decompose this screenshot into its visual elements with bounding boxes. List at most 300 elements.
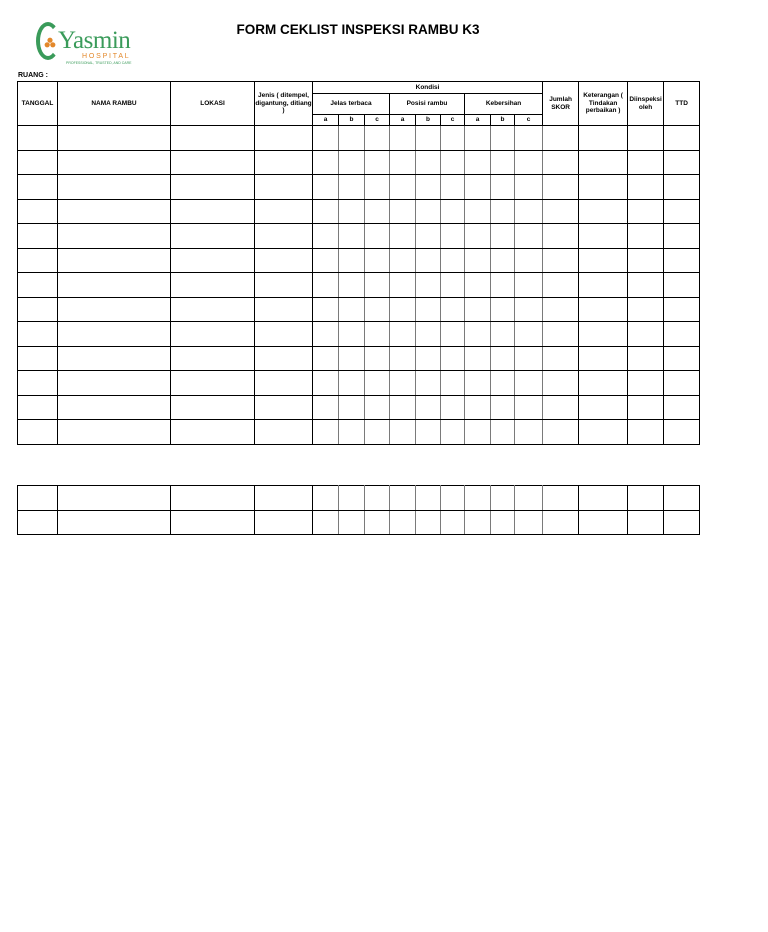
cell-keterangan[interactable] — [579, 175, 628, 200]
header-ttd: TTD — [664, 82, 700, 126]
cell-jelas-c[interactable] — [365, 346, 390, 371]
cell-jelas-a[interactable] — [313, 150, 339, 175]
cell-posisi-a[interactable] — [390, 248, 416, 273]
header-jumlah-skor: Jumlah SKOR — [543, 82, 579, 126]
cell-kebersihan-b[interactable] — [491, 150, 515, 175]
cell-nama-rambu[interactable] — [58, 248, 171, 273]
cell-diinspeksi-oleh[interactable] — [628, 297, 664, 322]
cell-kebersihan-a[interactable] — [465, 486, 491, 511]
cell-jumlah-skor[interactable] — [543, 126, 579, 151]
cell-jenis[interactable] — [255, 273, 313, 298]
cell-posisi-b[interactable] — [416, 224, 441, 249]
cell-kebersihan-c[interactable] — [515, 224, 543, 249]
table-row — [18, 273, 700, 298]
cell-kebersihan-a[interactable] — [465, 322, 491, 347]
cell-diinspeksi-oleh[interactable] — [628, 199, 664, 224]
cell-lokasi[interactable] — [171, 175, 255, 200]
cell-ttd[interactable] — [664, 395, 700, 420]
cell-kebersihan-b[interactable] — [491, 297, 515, 322]
cell-jelas-b[interactable] — [339, 486, 365, 511]
cell-jelas-b[interactable] — [339, 248, 365, 273]
cell-nama-rambu[interactable] — [58, 273, 171, 298]
cell-keterangan[interactable] — [579, 486, 628, 511]
cell-diinspeksi-oleh[interactable] — [628, 510, 664, 535]
cell-jenis[interactable] — [255, 510, 313, 535]
cell-jelas-c[interactable] — [365, 510, 390, 535]
cell-tanggal[interactable] — [18, 248, 58, 273]
header-keterangan: Keterangan ( Tindakan perbaikan ) — [579, 82, 628, 126]
cell-jumlah-skor[interactable] — [543, 273, 579, 298]
cell-tanggal[interactable] — [18, 395, 58, 420]
cell-posisi-c[interactable] — [441, 150, 465, 175]
cell-posisi-a[interactable] — [390, 175, 416, 200]
cell-posisi-a[interactable] — [390, 510, 416, 535]
cell-ttd[interactable] — [664, 420, 700, 445]
cell-kebersihan-a[interactable] — [465, 510, 491, 535]
cell-posisi-a[interactable] — [390, 150, 416, 175]
cell-posisi-c[interactable] — [441, 248, 465, 273]
logo-flower-icon — [44, 37, 56, 49]
cell-lokasi[interactable] — [171, 224, 255, 249]
cell-nama-rambu[interactable] — [58, 175, 171, 200]
cell-tanggal[interactable] — [18, 273, 58, 298]
cell-lokasi[interactable] — [171, 126, 255, 151]
cell-lokasi[interactable] — [171, 297, 255, 322]
cell-kebersihan-c[interactable] — [515, 199, 543, 224]
cell-jelas-b[interactable] — [339, 395, 365, 420]
cell-jelas-b[interactable] — [339, 224, 365, 249]
table-row — [18, 150, 700, 175]
table-row — [18, 346, 700, 371]
cell-posisi-b[interactable] — [416, 371, 441, 396]
cell-jelas-b[interactable] — [339, 510, 365, 535]
cell-nama-rambu[interactable] — [58, 150, 171, 175]
cell-nama-rambu[interactable] — [58, 297, 171, 322]
table-row — [18, 510, 700, 535]
cell-kebersihan-b[interactable] — [491, 126, 515, 151]
cell-ttd[interactable] — [664, 224, 700, 249]
form-title: FORM CEKLIST INSPEKSI RAMBU K3 — [236, 22, 480, 37]
subheader-c: c — [515, 115, 543, 126]
header-nama-rambu: NAMA RAMBU — [58, 82, 171, 126]
cell-posisi-b[interactable] — [416, 126, 441, 151]
cell-tanggal[interactable] — [18, 126, 58, 151]
cell-tanggal[interactable] — [18, 371, 58, 396]
cell-kebersihan-a[interactable] — [465, 150, 491, 175]
cell-posisi-a[interactable] — [390, 199, 416, 224]
cell-jelas-b[interactable] — [339, 175, 365, 200]
inspection-table-extra-body — [18, 486, 700, 535]
header-kondisi: Kondisi — [313, 82, 543, 94]
cell-jelas-b[interactable] — [339, 346, 365, 371]
cell-jumlah-skor[interactable] — [543, 346, 579, 371]
cell-jelas-c[interactable] — [365, 395, 390, 420]
cell-jelas-a[interactable] — [313, 322, 339, 347]
cell-kebersihan-a[interactable] — [465, 371, 491, 396]
cell-ttd[interactable] — [664, 126, 700, 151]
cell-keterangan[interactable] — [579, 199, 628, 224]
cell-keterangan[interactable] — [579, 297, 628, 322]
cell-kebersihan-b[interactable] — [491, 224, 515, 249]
cell-posisi-b[interactable] — [416, 395, 441, 420]
cell-kebersihan-c[interactable] — [515, 420, 543, 445]
cell-lokasi[interactable] — [171, 322, 255, 347]
cell-kebersihan-b[interactable] — [491, 510, 515, 535]
cell-nama-rambu[interactable] — [58, 322, 171, 347]
cell-diinspeksi-oleh[interactable] — [628, 486, 664, 511]
cell-lokasi[interactable] — [171, 395, 255, 420]
cell-posisi-b[interactable] — [416, 273, 441, 298]
cell-posisi-c[interactable] — [441, 175, 465, 200]
header-jelas-terbaca: Jelas terbaca — [313, 94, 390, 115]
cell-lokasi[interactable] — [171, 371, 255, 396]
table-row — [18, 395, 700, 420]
cell-posisi-b[interactable] — [416, 486, 441, 511]
cell-tanggal[interactable] — [18, 322, 58, 347]
table-row — [18, 297, 700, 322]
cell-ttd[interactable] — [664, 371, 700, 396]
cell-ttd[interactable] — [664, 297, 700, 322]
cell-posisi-b[interactable] — [416, 297, 441, 322]
cell-jelas-a[interactable] — [313, 175, 339, 200]
cell-diinspeksi-oleh[interactable] — [628, 371, 664, 396]
cell-jelas-c[interactable] — [365, 248, 390, 273]
cell-nama-rambu[interactable] — [58, 199, 171, 224]
cell-jelas-c[interactable] — [365, 126, 390, 151]
header-tanggal: TANGGAL — [18, 82, 58, 126]
header-lokasi: LOKASI — [171, 82, 255, 126]
cell-tanggal[interactable] — [18, 224, 58, 249]
cell-jumlah-skor[interactable] — [543, 322, 579, 347]
cell-jelas-a[interactable] — [313, 199, 339, 224]
cell-kebersihan-c[interactable] — [515, 248, 543, 273]
inspection-table — [17, 81, 700, 445]
cell-jumlah-skor[interactable] — [543, 371, 579, 396]
cell-nama-rambu[interactable] — [58, 486, 171, 511]
cell-posisi-b[interactable] — [416, 346, 441, 371]
cell-keterangan[interactable] — [579, 371, 628, 396]
cell-jelas-c[interactable] — [365, 322, 390, 347]
cell-kebersihan-b[interactable] — [491, 273, 515, 298]
cell-kebersihan-c[interactable] — [515, 322, 543, 347]
cell-jumlah-skor[interactable] — [543, 486, 579, 511]
cell-jelas-c[interactable] — [365, 420, 390, 445]
subheader-a: a — [390, 115, 416, 126]
cell-jelas-a[interactable] — [313, 297, 339, 322]
cell-posisi-a[interactable] — [390, 420, 416, 445]
cell-kebersihan-c[interactable] — [515, 150, 543, 175]
cell-posisi-b[interactable] — [416, 420, 441, 445]
cell-tanggal[interactable] — [18, 486, 58, 511]
subheader-a: a — [465, 115, 491, 126]
cell-posisi-c[interactable] — [441, 420, 465, 445]
cell-nama-rambu[interactable] — [58, 395, 171, 420]
cell-kebersihan-c[interactable] — [515, 297, 543, 322]
cell-ttd[interactable] — [664, 322, 700, 347]
cell-posisi-a[interactable] — [390, 224, 416, 249]
cell-diinspeksi-oleh[interactable] — [628, 322, 664, 347]
cell-kebersihan-a[interactable] — [465, 199, 491, 224]
cell-jenis[interactable] — [255, 395, 313, 420]
cell-jelas-b[interactable] — [339, 199, 365, 224]
cell-jelas-a[interactable] — [313, 224, 339, 249]
cell-posisi-c[interactable] — [441, 199, 465, 224]
logo-name: Yasmin — [58, 27, 131, 54]
subheader-a: a — [313, 115, 339, 126]
ruang-label: RUANG : — [18, 72, 48, 79]
cell-posisi-a[interactable] — [390, 371, 416, 396]
cell-posisi-b[interactable] — [416, 510, 441, 535]
cell-lokasi[interactable] — [171, 150, 255, 175]
cell-jelas-b[interactable] — [339, 420, 365, 445]
cell-kebersihan-b[interactable] — [491, 486, 515, 511]
table-row — [18, 126, 700, 151]
cell-keterangan[interactable] — [579, 248, 628, 273]
cell-jenis[interactable] — [255, 175, 313, 200]
cell-jumlah-skor[interactable] — [543, 395, 579, 420]
cell-kebersihan-b[interactable] — [491, 395, 515, 420]
cell-ttd[interactable] — [664, 486, 700, 511]
cell-diinspeksi-oleh[interactable] — [628, 126, 664, 151]
cell-ttd[interactable] — [664, 175, 700, 200]
cell-jelas-a[interactable] — [313, 126, 339, 151]
cell-posisi-c[interactable] — [441, 486, 465, 511]
cell-jumlah-skor[interactable] — [543, 199, 579, 224]
cell-nama-rambu[interactable] — [58, 224, 171, 249]
cell-posisi-a[interactable] — [390, 486, 416, 511]
hospital-logo — [36, 22, 132, 66]
header-posisi-rambu: Posisi rambu — [390, 94, 465, 115]
cell-kebersihan-b[interactable] — [491, 175, 515, 200]
subheader-c: c — [365, 115, 390, 126]
cell-kebersihan-c[interactable] — [515, 510, 543, 535]
cell-jelas-b[interactable] — [339, 297, 365, 322]
cell-keterangan[interactable] — [579, 395, 628, 420]
cell-kebersihan-a[interactable] — [465, 420, 491, 445]
table-row — [18, 322, 700, 347]
cell-jenis[interactable] — [255, 371, 313, 396]
cell-kebersihan-a[interactable] — [465, 175, 491, 200]
cell-keterangan[interactable] — [579, 346, 628, 371]
cell-kebersihan-c[interactable] — [515, 126, 543, 151]
cell-jelas-a[interactable] — [313, 273, 339, 298]
cell-lokasi[interactable] — [171, 420, 255, 445]
cell-ttd[interactable] — [664, 510, 700, 535]
cell-jenis[interactable] — [255, 199, 313, 224]
cell-jenis[interactable] — [255, 248, 313, 273]
cell-posisi-c[interactable] — [441, 273, 465, 298]
cell-keterangan[interactable] — [579, 510, 628, 535]
cell-kebersihan-b[interactable] — [491, 248, 515, 273]
subheader-b: b — [339, 115, 365, 126]
cell-kebersihan-a[interactable] — [465, 297, 491, 322]
table-row — [18, 199, 700, 224]
cell-posisi-b[interactable] — [416, 248, 441, 273]
cell-kebersihan-c[interactable] — [515, 395, 543, 420]
cell-tanggal[interactable] — [18, 175, 58, 200]
cell-diinspeksi-oleh[interactable] — [628, 248, 664, 273]
cell-tanggal[interactable] — [18, 150, 58, 175]
cell-jelas-c[interactable] — [365, 273, 390, 298]
cell-lokasi[interactable] — [171, 486, 255, 511]
logo-subtitle: HOSPITAL — [82, 53, 131, 60]
cell-jenis[interactable] — [255, 486, 313, 511]
cell-kebersihan-b[interactable] — [491, 420, 515, 445]
cell-ttd[interactable] — [664, 150, 700, 175]
cell-lokasi[interactable] — [171, 510, 255, 535]
cell-kebersihan-a[interactable] — [465, 273, 491, 298]
cell-jenis[interactable] — [255, 346, 313, 371]
cell-jumlah-skor[interactable] — [543, 297, 579, 322]
header-kebersihan: Kebersihan — [465, 94, 543, 115]
inspection-table-body — [18, 126, 700, 445]
cell-diinspeksi-oleh[interactable] — [628, 395, 664, 420]
cell-diinspeksi-oleh[interactable] — [628, 224, 664, 249]
cell-nama-rambu[interactable] — [58, 126, 171, 151]
cell-jelas-a[interactable] — [313, 371, 339, 396]
cell-kebersihan-a[interactable] — [465, 395, 491, 420]
cell-jenis[interactable] — [255, 150, 313, 175]
cell-diinspeksi-oleh[interactable] — [628, 346, 664, 371]
subheader-c: c — [441, 115, 465, 126]
cell-tanggal[interactable] — [18, 297, 58, 322]
cell-lokasi[interactable] — [171, 199, 255, 224]
cell-kebersihan-a[interactable] — [465, 346, 491, 371]
cell-kebersihan-a[interactable] — [465, 224, 491, 249]
cell-keterangan[interactable] — [579, 420, 628, 445]
cell-jenis[interactable] — [255, 126, 313, 151]
table-row — [18, 486, 700, 511]
cell-posisi-c[interactable] — [441, 297, 465, 322]
cell-jelas-b[interactable] — [339, 126, 365, 151]
cell-posisi-c[interactable] — [441, 126, 465, 151]
cell-tanggal[interactable] — [18, 346, 58, 371]
cell-nama-rambu[interactable] — [58, 346, 171, 371]
cell-posisi-c[interactable] — [441, 395, 465, 420]
cell-jelas-a[interactable] — [313, 420, 339, 445]
cell-posisi-a[interactable] — [390, 395, 416, 420]
cell-jelas-c[interactable] — [365, 486, 390, 511]
subheader-b: b — [491, 115, 515, 126]
cell-nama-rambu[interactable] — [58, 510, 171, 535]
cell-jenis[interactable] — [255, 224, 313, 249]
cell-diinspeksi-oleh[interactable] — [628, 175, 664, 200]
cell-jelas-a[interactable] — [313, 486, 339, 511]
cell-jelas-c[interactable] — [365, 297, 390, 322]
header-jenis: Jenis ( ditempel, digantung, ditiang ) — [255, 82, 313, 126]
cell-jenis[interactable] — [255, 322, 313, 347]
table-row — [18, 371, 700, 396]
cell-kebersihan-b[interactable] — [491, 346, 515, 371]
cell-jumlah-skor[interactable] — [543, 224, 579, 249]
table-row — [18, 248, 700, 273]
cell-jelas-a[interactable] — [313, 510, 339, 535]
cell-kebersihan-a[interactable] — [465, 126, 491, 151]
cell-kebersihan-b[interactable] — [491, 199, 515, 224]
cell-kebersihan-b[interactable] — [491, 371, 515, 396]
cell-jenis[interactable] — [255, 297, 313, 322]
cell-jelas-b[interactable] — [339, 150, 365, 175]
cell-posisi-b[interactable] — [416, 199, 441, 224]
cell-posisi-a[interactable] — [390, 126, 416, 151]
cell-jelas-c[interactable] — [365, 199, 390, 224]
header-diinspeksi-oleh: Diinspeksi oleh — [628, 82, 664, 126]
cell-tanggal[interactable] — [18, 420, 58, 445]
cell-posisi-c[interactable] — [441, 346, 465, 371]
cell-diinspeksi-oleh[interactable] — [628, 420, 664, 445]
cell-jumlah-skor[interactable] — [543, 248, 579, 273]
cell-nama-rambu[interactable] — [58, 420, 171, 445]
cell-lokasi[interactable] — [171, 346, 255, 371]
cell-posisi-a[interactable] — [390, 322, 416, 347]
cell-nama-rambu[interactable] — [58, 371, 171, 396]
cell-jelas-b[interactable] — [339, 371, 365, 396]
cell-jelas-a[interactable] — [313, 346, 339, 371]
cell-diinspeksi-oleh[interactable] — [628, 273, 664, 298]
cell-tanggal[interactable] — [18, 510, 58, 535]
cell-kebersihan-c[interactable] — [515, 175, 543, 200]
cell-jelas-a[interactable] — [313, 248, 339, 273]
cell-posisi-a[interactable] — [390, 273, 416, 298]
cell-posisi-c[interactable] — [441, 322, 465, 347]
cell-kebersihan-c[interactable] — [515, 486, 543, 511]
cell-posisi-a[interactable] — [390, 346, 416, 371]
cell-kebersihan-b[interactable] — [491, 322, 515, 347]
cell-kebersihan-a[interactable] — [465, 248, 491, 273]
cell-diinspeksi-oleh[interactable] — [628, 150, 664, 175]
cell-posisi-b[interactable] — [416, 150, 441, 175]
cell-posisi-b[interactable] — [416, 322, 441, 347]
cell-posisi-c[interactable] — [441, 371, 465, 396]
cell-keterangan[interactable] — [579, 150, 628, 175]
logo-tagline: PROFESSIONAL, TRUSTED, AND CARE — [66, 61, 132, 65]
cell-jelas-b[interactable] — [339, 273, 365, 298]
cell-jenis[interactable] — [255, 420, 313, 445]
cell-jelas-c[interactable] — [365, 150, 390, 175]
cell-ttd[interactable] — [664, 248, 700, 273]
cell-jelas-c[interactable] — [365, 371, 390, 396]
cell-jelas-b[interactable] — [339, 322, 365, 347]
subheader-b: b — [416, 115, 441, 126]
cell-ttd[interactable] — [664, 273, 700, 298]
cell-keterangan[interactable] — [579, 126, 628, 151]
cell-jumlah-skor[interactable] — [543, 150, 579, 175]
cell-kebersihan-c[interactable] — [515, 273, 543, 298]
cell-tanggal[interactable] — [18, 199, 58, 224]
cell-kebersihan-c[interactable] — [515, 371, 543, 396]
table-row — [18, 224, 700, 249]
cell-keterangan[interactable] — [579, 322, 628, 347]
cell-jumlah-skor[interactable] — [543, 420, 579, 445]
cell-lokasi[interactable] — [171, 248, 255, 273]
cell-ttd[interactable] — [664, 199, 700, 224]
cell-ttd[interactable] — [664, 346, 700, 371]
inspection-table-extra — [17, 485, 700, 535]
cell-posisi-b[interactable] — [416, 175, 441, 200]
cell-jumlah-skor[interactable] — [543, 510, 579, 535]
cell-jelas-a[interactable] — [313, 395, 339, 420]
cell-posisi-c[interactable] — [441, 510, 465, 535]
cell-keterangan[interactable] — [579, 224, 628, 249]
cell-jumlah-skor[interactable] — [543, 175, 579, 200]
cell-jelas-c[interactable] — [365, 224, 390, 249]
cell-jelas-c[interactable] — [365, 175, 390, 200]
cell-keterangan[interactable] — [579, 273, 628, 298]
cell-posisi-c[interactable] — [441, 224, 465, 249]
cell-lokasi[interactable] — [171, 273, 255, 298]
cell-posisi-a[interactable] — [390, 297, 416, 322]
cell-kebersihan-c[interactable] — [515, 346, 543, 371]
